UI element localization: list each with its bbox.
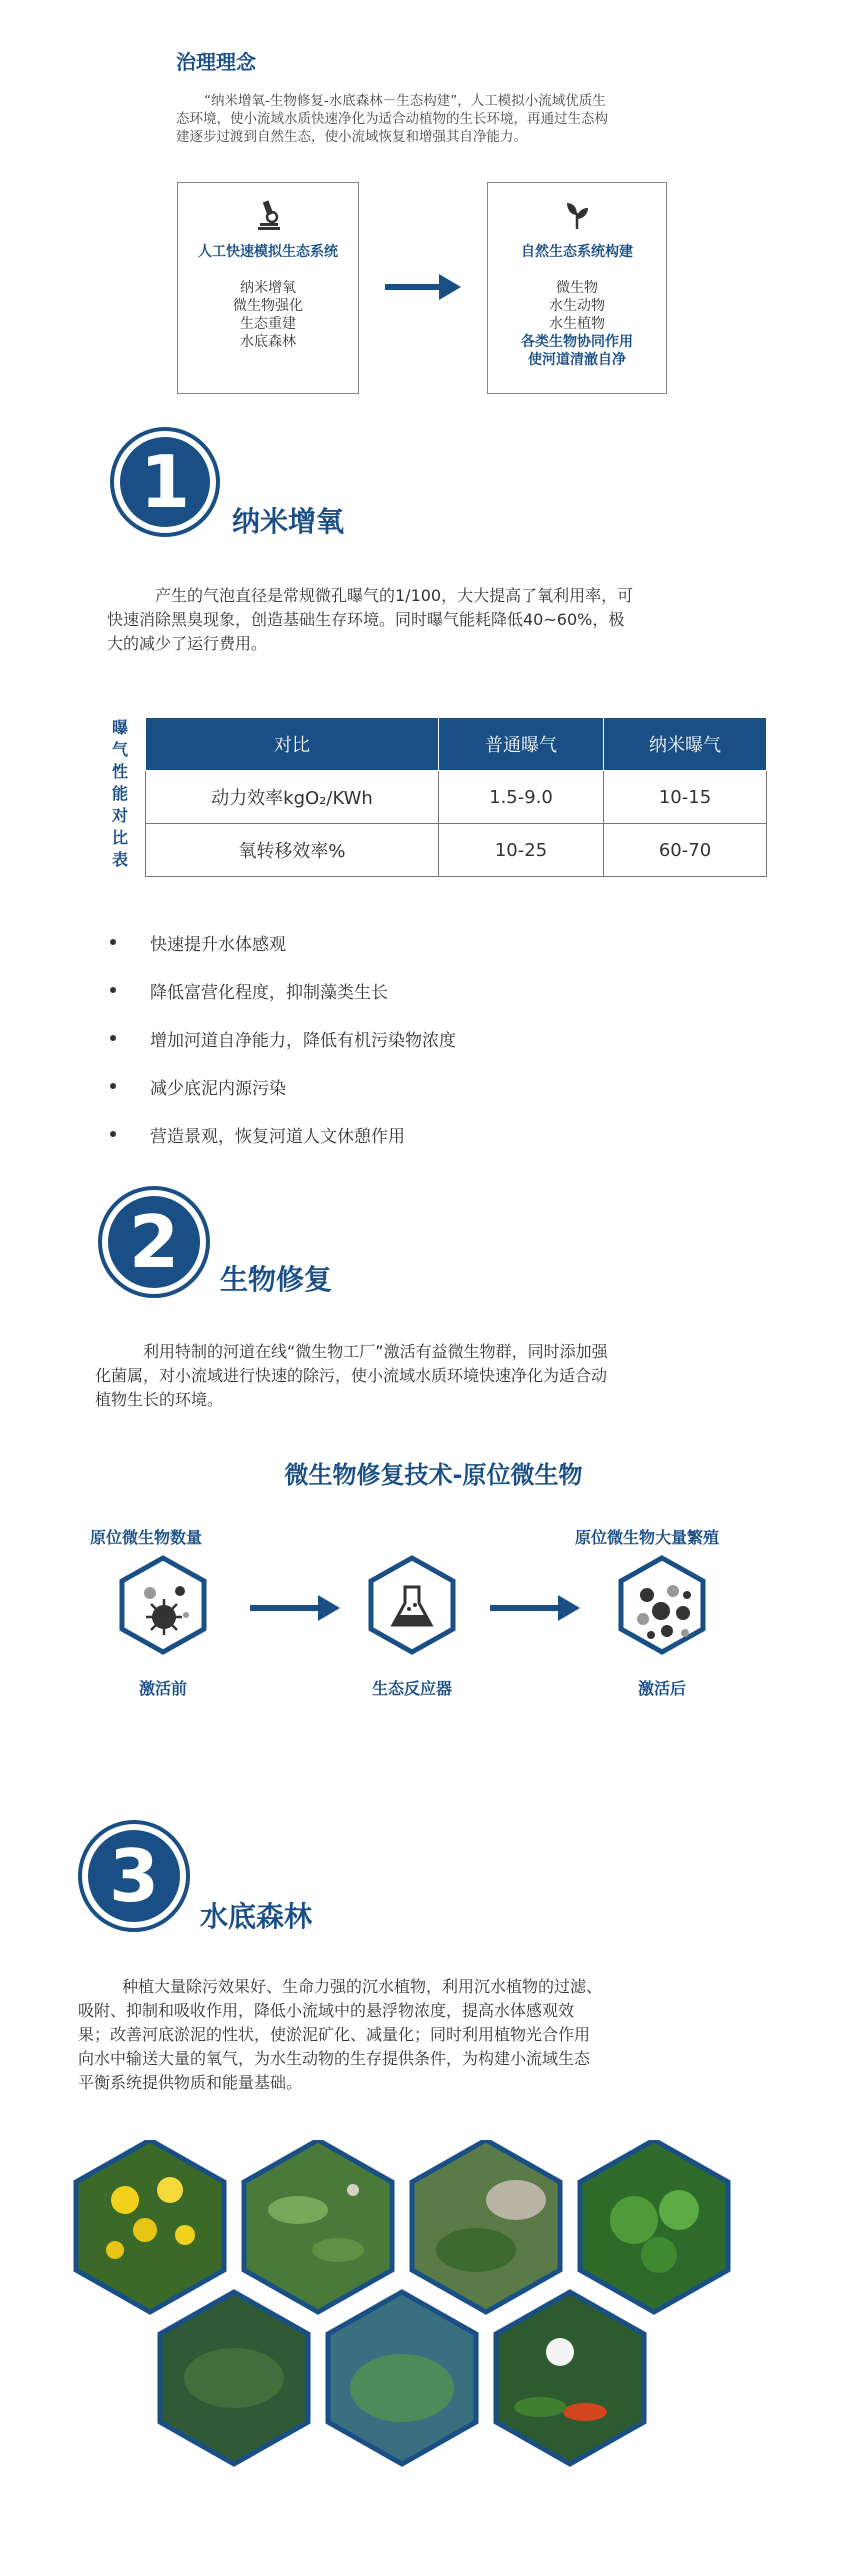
microbe-count-label: 原位微生物数量 xyxy=(90,1528,203,1547)
arrow-right-icon xyxy=(490,1595,580,1621)
table-cell: 10-15 xyxy=(604,771,767,824)
aeration-comparison-table xyxy=(145,717,767,877)
section1-paragraph: 产生的气泡直径是常规微孔曝气的1/100，大大提高了氧利用率，可 快速消除黑臭现象，创造基础生存环境。同时曝气能耗降低40~60%，极 大的减少了运行费用。 xyxy=(107,586,634,653)
governance-intro: “纳米增氧-生物修复-水底森林－生态构建”，人工模拟小流域优质生 态环境，使小流域水质快速净化为适合动植物的生长环境，再通过生态构 建逐步过渡到自然生态，使小流域恢复和增强其自净能力。 xyxy=(176,93,608,145)
before-activation-label: 激活前 xyxy=(138,1679,187,1698)
arrow-right-icon xyxy=(385,274,461,300)
pond-plants-photo xyxy=(412,2140,560,2312)
plant-photo-gallery xyxy=(70,2140,750,2550)
section-number-badge: 3 xyxy=(78,1820,190,1932)
water-lily-koi-photo xyxy=(496,2292,644,2464)
section-number-badge: 1 xyxy=(110,427,220,537)
left-box-item: 纳米增氧 xyxy=(240,280,296,296)
table-side-label: 曝气性能对比表 xyxy=(111,718,128,869)
table-cell: 氧转移效率% xyxy=(146,824,439,877)
reactor-label: 生态反应器 xyxy=(371,1679,452,1698)
table-row xyxy=(146,824,767,877)
list-item: 降低富营化程度，抑制藻类生长 xyxy=(100,978,456,1026)
flask-reactor-icon xyxy=(367,1555,457,1655)
right-box-title: 自然生态系统构建 xyxy=(521,244,633,260)
yellow-lily-photo xyxy=(76,2140,224,2312)
section-number-badge: 2 xyxy=(98,1186,210,1298)
section2-title: 生物修复 xyxy=(220,1263,333,1296)
table-header-row xyxy=(146,718,767,771)
microbe-diagram-title: 微生物修复技术-原位微生物 xyxy=(284,1461,583,1489)
after-activation-label: 激活后 xyxy=(637,1679,686,1698)
list-item: 减少底泥内源污染 xyxy=(100,1074,456,1122)
bacteria-before-icon xyxy=(118,1555,208,1655)
right-box-item: 水生动物 xyxy=(549,298,605,314)
water-greens-photo xyxy=(580,2140,728,2312)
natural-ecosystem-box xyxy=(487,182,667,394)
section2-paragraph: 利用特制的河道在线“微生物工厂”激活有益微生物群，同时添加强 化菌属，对小流域进行快速的除污，使小流域水质环境快速净化为适合动 植物生长的环境。 xyxy=(95,1342,608,1409)
sprout-icon xyxy=(563,199,591,231)
benefit-list xyxy=(100,930,456,1170)
left-box-item: 水底森林 xyxy=(240,334,296,350)
table-cell: 1.5-9.0 xyxy=(439,771,604,824)
left-box-item: 微生物强化 xyxy=(233,298,303,314)
right-box-item: 使河道清澈自净 xyxy=(528,352,626,368)
list-item: 快速提升水体感观 xyxy=(100,930,456,978)
left-box-item: 生态重建 xyxy=(240,316,296,332)
right-box-item: 微生物 xyxy=(556,280,598,296)
table-row xyxy=(146,771,767,824)
section3-paragraph: 种植大量除污效果好、生命力强的沉水植物，利用沉水植物的过滤、 吸附、抑制和吸收作用，降低小流域中的悬浮物浓度，提高水体感观效 果；改善河底淤泥的性状，使淤泥矿化、减量化；同时利用植物光合作用 向水中输送大量的氧气，为水生动物的生存提供条件，为构建小流域生态 平衡系统提供物质和能量基础。 xyxy=(78,1977,603,2092)
microscope-icon xyxy=(254,199,282,231)
arrow-right-icon xyxy=(250,1595,340,1621)
submerged-grass-photo xyxy=(160,2292,308,2464)
governance-title: 治理理念 xyxy=(176,50,256,74)
section1-title: 纳米增氧 xyxy=(232,505,345,538)
table-header: 纳米曝气 xyxy=(604,718,767,771)
list-item: 增加河道自净能力，降低有机污染物浓度 xyxy=(100,1026,456,1074)
table-cell: 10-25 xyxy=(439,824,604,877)
bacteria-after-icon xyxy=(617,1555,707,1655)
table-header: 普通曝气 xyxy=(439,718,604,771)
left-box-title: 人工快速模拟生态系统 xyxy=(198,244,338,260)
microbe-multiply-label: 原位微生物大量繁殖 xyxy=(575,1528,720,1547)
artificial-ecosystem-box xyxy=(177,182,359,394)
underwater-forest-photo xyxy=(328,2292,476,2464)
table-cell: 动力效率kgO₂/KWh xyxy=(146,771,439,824)
section3-title: 水底森林 xyxy=(200,1900,313,1933)
list-item: 营造景观，恢复河道人文休憩作用 xyxy=(100,1122,456,1170)
table-cell: 60-70 xyxy=(604,824,767,877)
right-box-item: 水生植物 xyxy=(549,316,605,332)
table-header: 对比 xyxy=(146,718,439,771)
aquatic-plants-photo xyxy=(244,2140,392,2312)
right-box-item: 各类生物协同作用 xyxy=(521,334,633,350)
